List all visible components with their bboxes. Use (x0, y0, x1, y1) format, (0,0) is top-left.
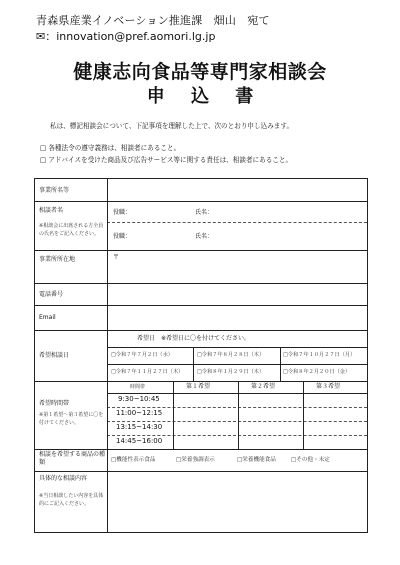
application-form (34, 178, 368, 533)
pref-col-3: 第３希望 (316, 383, 341, 390)
col-divider (238, 381, 239, 449)
pref-col-1: 第１希望 (186, 383, 211, 390)
page-title: 健康志向食品等専門家相談会 (73, 61, 327, 83)
date-option[interactable]: □令和７年１１月２７日（木） (111, 369, 184, 375)
product-label: 相談を希望する商品の種類 (39, 451, 106, 466)
row-divider (107, 364, 367, 365)
col-divider (107, 179, 108, 532)
agreement-check-2[interactable]: □ アドバイスを受けた商品及び広告サービス等に関する責任は、相談者にあること。 (40, 156, 293, 164)
date-option[interactable]: □令和８年２月２０日（金） (283, 369, 351, 375)
intro-text: 私は、標記相談会について、下記事項を理解した上で、次のとおり申し込みます。 (50, 122, 294, 130)
row-divider (35, 471, 367, 472)
postal-mark[interactable]: 〒 (113, 254, 120, 261)
row-divider (35, 305, 367, 306)
row-divider (35, 250, 367, 251)
row-divider (107, 435, 367, 436)
col-divider (193, 347, 194, 381)
product-option[interactable]: □機能性表示食品 (111, 457, 156, 463)
detail-note: ※当日相談したい内容を具体的にご記入ください。 (39, 493, 104, 507)
product-option[interactable]: □その他・未定 (291, 457, 330, 463)
col-divider (173, 381, 174, 449)
time-note: ※第１希望～第３希望に〇を付けてください。 (39, 412, 104, 426)
time-slot: 11:00~12:15 (116, 409, 163, 417)
phone-label: 電話番号 (39, 291, 64, 298)
email-line (36, 28, 215, 44)
date-option[interactable]: □令和７年７月２日（水） (111, 352, 173, 358)
name-label-2[interactable]: 氏名： (195, 233, 214, 240)
pref-col-2: 第２希望 (251, 383, 276, 390)
row-divider (107, 407, 367, 408)
row-divider (35, 283, 367, 284)
email-address[interactable]: ：innovation@pref.aomori.lg.jp (45, 30, 216, 43)
row-divider (107, 421, 367, 422)
agreement-check-1[interactable]: □ 各種法令の遵守義務は、相談者にあること。 (40, 144, 181, 152)
date-option[interactable]: □令和７年８月２８日（木） (197, 352, 265, 358)
email-label: Email (39, 314, 56, 321)
row-divider (35, 449, 367, 450)
detail-label: 具体的な相談内容 (39, 475, 88, 482)
envelope-icon: ✉ (36, 30, 46, 43)
product-option[interactable]: □栄養強調表示 (176, 457, 215, 463)
date-label: 希望相談日 (39, 352, 70, 359)
date-option[interactable]: □令和８年１月２９日（木） (197, 369, 265, 375)
time-label: 希望時間帯 (39, 400, 70, 407)
row-divider (35, 330, 367, 331)
addressee: 青森県産業イノベーション推進課 畑山 宛て (36, 14, 270, 27)
page-subtitle: 申 込 書 (146, 86, 254, 107)
row-divider (107, 393, 367, 394)
time-slot: 9:30~10:45 (118, 395, 160, 403)
consultant-note: ※相談会に出席される方全員の氏名をご記入ください。 (39, 223, 104, 237)
date-option[interactable]: □令和７年１０月２７日（月） (283, 352, 356, 358)
row-divider (35, 201, 367, 202)
date-header: 希望日 ※希望日に〇を付けてください。 (137, 335, 251, 342)
col-divider (280, 347, 281, 381)
row-divider (107, 347, 367, 348)
company-label: 事業所名等 (39, 187, 70, 194)
name-label-1[interactable]: 氏名： (195, 209, 214, 216)
position-label-1[interactable]: 役職： (113, 209, 132, 216)
product-option[interactable]: □栄養機能食品 (237, 457, 276, 463)
time-slot: 13:15~14:30 (116, 423, 163, 431)
position-label-2[interactable]: 役職： (113, 233, 132, 240)
time-slot: 14:45~16:00 (116, 437, 163, 445)
consultant-label: 相談者名 (39, 207, 64, 214)
col-divider (303, 381, 304, 449)
row-divider (107, 222, 367, 223)
address-label: 事業所所在地 (39, 256, 76, 263)
time-col-header: 時間帯 (130, 384, 146, 390)
